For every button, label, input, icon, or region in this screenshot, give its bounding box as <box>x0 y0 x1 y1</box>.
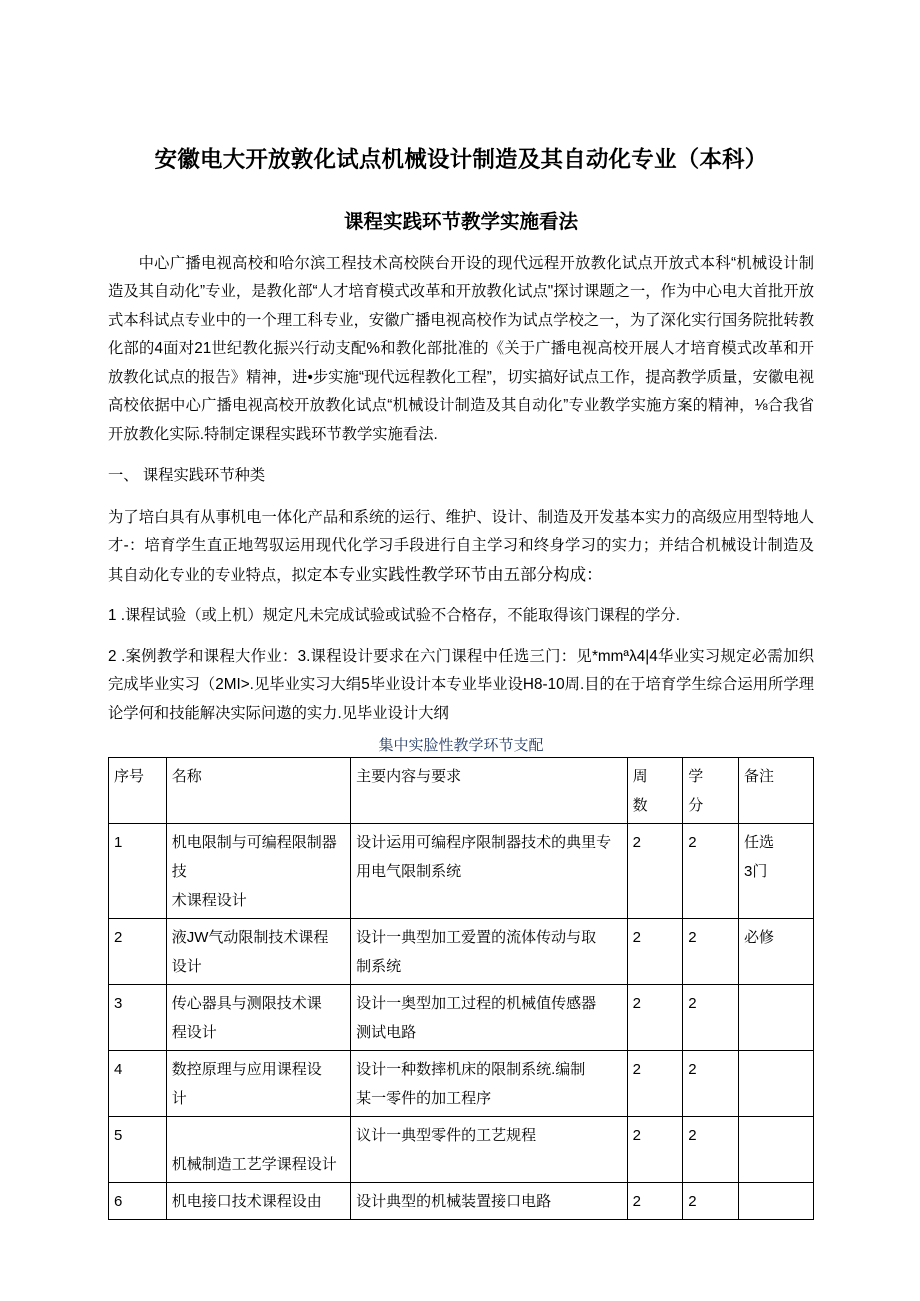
column-header-credits-line1: 学 <box>688 768 704 785</box>
cell-note-line2: 3门 <box>744 863 768 880</box>
table-header-row <box>109 758 814 824</box>
list-item-1: 1 .课程试验（或上机）规定凡未完成试验或试验不合格存，不能取得该门课程的学分. <box>108 607 680 624</box>
column-header-seq: 序号 <box>109 758 167 824</box>
page-subtitle: 课程实践环节教学实施看法 <box>343 211 578 234</box>
cell-note-line1: 任选 <box>744 834 775 851</box>
cell-credits: 2 <box>683 1183 739 1220</box>
table-row <box>109 1051 814 1117</box>
column-header-credits-line2: 分 <box>688 797 704 814</box>
cell-name-line2: 设计 <box>171 958 202 975</box>
cell-seq: 3 <box>109 985 167 1051</box>
cell-content-line1: 设计运用可编程序限制器技术的典里专 <box>356 834 612 851</box>
cell-seq: 6 <box>109 1183 167 1220</box>
cell-name-line2: 机械制造工艺学课程设计 <box>171 1156 337 1173</box>
cell-note <box>739 1183 814 1220</box>
body-paragraph-1 <box>108 504 814 591</box>
cell-credits: 2 <box>683 985 739 1051</box>
body-paragraph-1-serif-run: 本专业实践性教学环节由五部分构成： <box>322 564 603 584</box>
section-heading-1: 一、 课程实践环节种类 <box>108 467 266 484</box>
cell-note <box>739 919 814 985</box>
cell-name-line1: 数控原理与应用课程设 <box>171 1061 322 1078</box>
cell-weeks: 2 <box>627 1051 683 1117</box>
cell-name <box>166 985 350 1051</box>
cell-note <box>739 985 814 1051</box>
column-header-weeks-line1: 周 <box>632 768 648 785</box>
cell-content-line1: 设计典型的机械装置接口电路 <box>356 1193 552 1210</box>
body-paragraph-1-text: 为了培白具有从事机电一体化产品和系统的运行、维护、设计、制造及开发基本实力的高级应用型特地人才-：培育学生直正地驾驭运用现代化学习手段进行自主学习和终身学习的实力；并结合机械设计制造及其自动化专业的专业特点，拟定 <box>108 508 814 584</box>
cell-name-line2: 计 <box>171 1090 187 1107</box>
cell-content-line1: 设计一典型加工爱置的流体传动与取 <box>356 929 597 946</box>
cell-credits: 2 <box>683 1117 739 1183</box>
cell-name <box>166 1117 350 1183</box>
cell-content-line1: 设计一奥型加工过程的机械值传感器 <box>356 995 597 1012</box>
table-row <box>109 1117 814 1183</box>
cell-content-line1: 设计一种数摔机床的限制系统.编制 <box>356 1061 586 1078</box>
cell-credits: 2 <box>683 919 739 985</box>
cell-name <box>166 919 350 985</box>
table-row <box>109 1183 814 1220</box>
column-header-weeks <box>627 758 683 824</box>
table-row <box>109 824 814 919</box>
table-row <box>109 985 814 1051</box>
cell-note <box>739 824 814 919</box>
cell-name-spacer <box>172 1121 346 1150</box>
practical-teaching-schedule-table <box>108 757 814 1220</box>
column-header-credits <box>683 758 739 824</box>
cell-name <box>166 1051 350 1117</box>
cell-name-line1: 机电接口技术课程设由 <box>171 1193 322 1210</box>
cell-name <box>166 1183 350 1220</box>
cell-credits: 2 <box>683 824 739 919</box>
cell-content-line2: 测试电路 <box>356 1024 417 1041</box>
cell-content <box>351 1051 628 1117</box>
column-header-weeks-line2: 数 <box>632 797 648 814</box>
cell-weeks: 2 <box>627 985 683 1051</box>
document-content <box>108 0 814 1220</box>
cell-weeks: 2 <box>627 1117 683 1183</box>
cell-name-line1: 传心器具与测限技术课 <box>171 995 322 1012</box>
list-item-2: 2 .案例教学和课程大作业：3.课程设计要求在六门课程中任选三门：见*mmªλ4|4华业实习规定必需加织完成毕业实习（2MI>.见毕业实习大绢5毕业设计本专业毕业设H8-10周.目的在于培育学生综合运用所学理论学何和技能解决实际问遨的实力.见毕业设计大纲 <box>108 647 814 722</box>
column-header-content: 主要内容与要求 <box>351 758 628 824</box>
cell-content-line2: 制系统 <box>356 958 402 975</box>
cell-name <box>166 824 350 919</box>
intro-paragraph: 中心广播电视高校和哈尔滨工程技术高校陕台开设的现代远程开放教化试点开放式本科“机械设计制造及其自动化”专业，是教化部“人才培育模式改革和开放教化试点"探讨课题之一，作为中心电大首批开放式本科试点专业中的一个理工科专业，安徽广播电视高校作为试点学校之一，为了深化实行国务院批转教化部的4面对21世纪教化振兴行动支配%和教化部批准的《关于广播电视高校开展人才培育模式改革和开放教化试点的报告》精神，进•步实施“现代远程教化工程”，切实搞好试点工作，提高教学质量，安徽电视高校依据中心广播电视高校开放教化试点“机械设计制造及其自动化”专业教学实施方案的精神，⅛合我省开放教化实际.特制定课程实践环节教学实施看法. <box>108 254 814 443</box>
cell-name-line1: 机电限制与可编程限制器技 <box>171 834 337 880</box>
cell-content <box>351 1117 628 1183</box>
cell-seq: 4 <box>109 1051 167 1117</box>
cell-content <box>351 1183 628 1220</box>
cell-seq: 1 <box>109 824 167 919</box>
cell-note <box>739 1051 814 1117</box>
cell-note <box>739 1117 814 1183</box>
cell-weeks: 2 <box>627 1183 683 1220</box>
column-header-name: 名称 <box>166 758 350 824</box>
column-header-note: 备注 <box>739 758 814 824</box>
cell-content-line2: 某一零件的加工程序 <box>356 1090 492 1107</box>
cell-content <box>351 919 628 985</box>
cell-weeks: 2 <box>627 824 683 919</box>
cell-content <box>351 824 628 919</box>
cell-note-line1: 必修 <box>744 929 775 946</box>
cell-name-line2: 程设计 <box>171 1024 217 1041</box>
table-caption: 集中实脸性教学环节支配 <box>378 737 544 754</box>
cell-name-line2: 术课程设计 <box>171 892 247 909</box>
cell-credits: 2 <box>683 1051 739 1117</box>
cell-seq: 2 <box>109 919 167 985</box>
cell-name-line1: 液JW气动限制技术课程 <box>171 929 329 946</box>
cell-seq: 5 <box>109 1117 167 1183</box>
table-row <box>109 919 814 985</box>
cell-content <box>351 985 628 1051</box>
cell-weeks: 2 <box>627 919 683 985</box>
cell-content-line1: 议计一典型零件的工艺规程 <box>356 1127 537 1144</box>
page-title: 安徽电大开放敦化试点机械设计制造及其自动化专业（本科） <box>154 147 768 172</box>
cell-content-line2: 用电气限制系统 <box>356 863 462 880</box>
